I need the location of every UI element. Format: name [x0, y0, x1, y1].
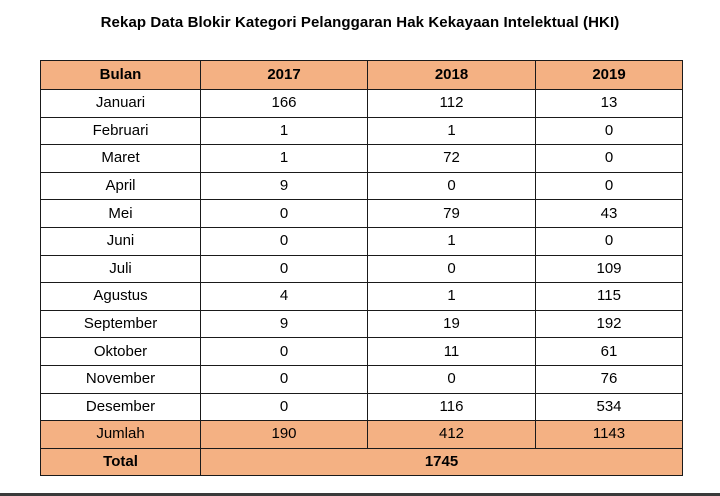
cell-2018: 0 — [368, 172, 536, 200]
cell-month: November — [41, 365, 201, 393]
table-row — [41, 200, 683, 228]
cell-2018: 1 — [368, 117, 536, 145]
cell-2019: 0 — [536, 117, 683, 145]
cell-2017: 0 — [201, 227, 368, 255]
total-label: Total — [41, 448, 201, 476]
cell-2019: 76 — [536, 365, 683, 393]
table-row — [41, 283, 683, 311]
cell-month: Februari — [41, 117, 201, 145]
cell-2019: 13 — [536, 90, 683, 118]
cell-month: September — [41, 310, 201, 338]
cell-2017: 4 — [201, 283, 368, 311]
table-row — [41, 227, 683, 255]
cell-month: Mei — [41, 200, 201, 228]
data-table — [40, 60, 683, 476]
cell-month: Juli — [41, 255, 201, 283]
cell-month: Agustus — [41, 283, 201, 311]
cell-2019: 192 — [536, 310, 683, 338]
cell-2018: 0 — [368, 365, 536, 393]
total-value: 1745 — [201, 448, 683, 476]
sum-label: Jumlah — [41, 421, 201, 449]
cell-2019: 534 — [536, 393, 683, 421]
sum-row — [41, 421, 683, 449]
cell-2018: 116 — [368, 393, 536, 421]
cell-month: Maret — [41, 145, 201, 173]
cell-2018: 79 — [368, 200, 536, 228]
table-row — [41, 338, 683, 366]
table-row — [41, 145, 683, 173]
cell-month: Desember — [41, 393, 201, 421]
table-row — [41, 255, 683, 283]
sum-2017: 190 — [201, 421, 368, 449]
cell-month: Januari — [41, 90, 201, 118]
cell-2017: 9 — [201, 310, 368, 338]
cell-2018: 19 — [368, 310, 536, 338]
cell-2017: 1 — [201, 117, 368, 145]
table-row — [41, 393, 683, 421]
sum-2018: 412 — [368, 421, 536, 449]
table-row — [41, 365, 683, 393]
cell-2017: 0 — [201, 200, 368, 228]
cell-2018: 1 — [368, 227, 536, 255]
document-title: Rekap Data Blokir Kategori Pelanggaran Hak Kekayaan Intelektual (HKI) — [100, 14, 620, 31]
cell-2017: 9 — [201, 172, 368, 200]
cell-2017: 1 — [201, 145, 368, 173]
cell-2018: 0 — [368, 255, 536, 283]
cell-2019: 43 — [536, 200, 683, 228]
header-2018: 2018 — [368, 61, 536, 90]
cell-2019: 61 — [536, 338, 683, 366]
cell-2017: 166 — [201, 90, 368, 118]
cell-month: Juni — [41, 227, 201, 255]
cell-month: April — [41, 172, 201, 200]
header-month: Bulan — [41, 61, 201, 90]
header-2019: 2019 — [536, 61, 683, 90]
cell-2017: 0 — [201, 365, 368, 393]
cell-2018: 112 — [368, 90, 536, 118]
header-2017: 2017 — [201, 61, 368, 90]
cell-2017: 0 — [201, 255, 368, 283]
total-row — [41, 448, 683, 476]
cell-2019: 115 — [536, 283, 683, 311]
cell-2017: 0 — [201, 338, 368, 366]
cell-month: Oktober — [41, 338, 201, 366]
cell-2019: 0 — [536, 172, 683, 200]
table-header-row — [41, 61, 683, 90]
table-row — [41, 310, 683, 338]
cell-2018: 1 — [368, 283, 536, 311]
cell-2019: 0 — [536, 145, 683, 173]
cell-2019: 109 — [536, 255, 683, 283]
cell-2018: 72 — [368, 145, 536, 173]
table-row — [41, 90, 683, 118]
sum-2019: 1143 — [536, 421, 683, 449]
cell-2018: 11 — [368, 338, 536, 366]
table-row — [41, 172, 683, 200]
cell-2017: 0 — [201, 393, 368, 421]
table-row — [41, 117, 683, 145]
cell-2019: 0 — [536, 227, 683, 255]
